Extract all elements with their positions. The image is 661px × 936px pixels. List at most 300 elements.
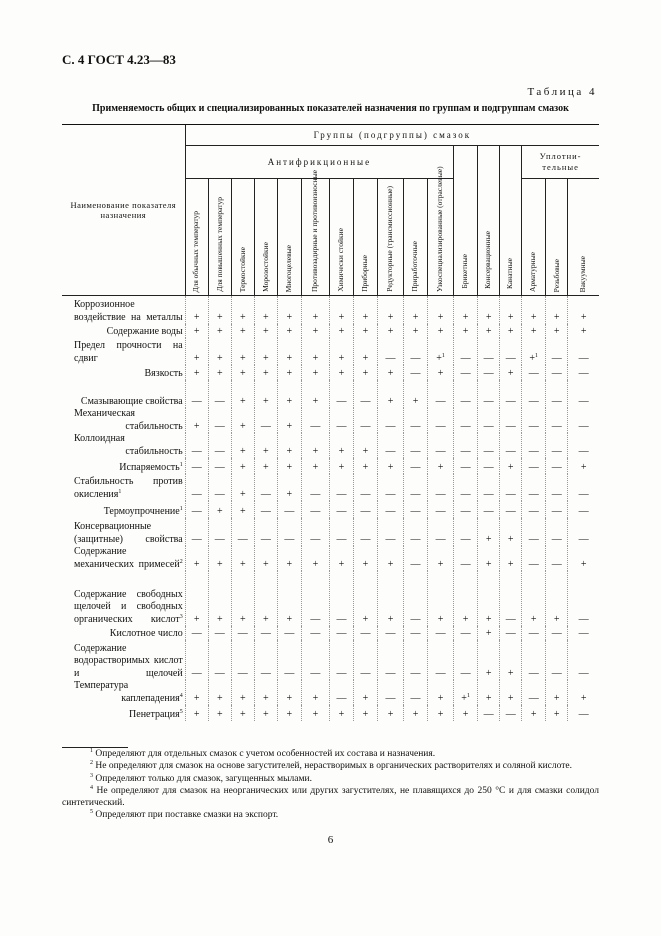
footnote: [62, 785, 599, 810]
footnote-mark: 3: [90, 772, 93, 779]
footnote-text: Определяют при поставке смазки на экспорт.: [95, 810, 279, 821]
table-cell: +: [428, 571, 454, 626]
table-cell: —: [454, 408, 478, 433]
table-cell: +: [353, 296, 377, 325]
table-cell: —: [568, 626, 599, 640]
table-cell: —: [568, 705, 599, 721]
table-cell: +: [404, 380, 428, 408]
table-cell: —: [329, 474, 353, 501]
table-cell: —: [185, 626, 208, 640]
groups-header: Группы (подгруппы) смазок: [185, 125, 599, 146]
table-cell: —: [500, 501, 522, 518]
table-cell: —: [254, 640, 277, 680]
footnote-mark: 5: [90, 809, 93, 816]
table-cell: —: [568, 338, 599, 365]
table-cell: +: [254, 365, 277, 380]
footnote: [62, 760, 599, 772]
table-cell: +: [231, 705, 254, 721]
table-cell: —: [208, 518, 231, 546]
table-cell: +: [478, 680, 500, 705]
column-header-label: Приработочные: [410, 241, 420, 292]
table-cell: —: [329, 680, 353, 705]
column-header: [428, 166, 454, 296]
table-cell: —: [546, 365, 568, 380]
table-cell: —: [428, 433, 454, 458]
table-cell: +: [231, 296, 254, 325]
column-header-label: Для обычных температур: [191, 210, 201, 292]
table-cell: —: [454, 433, 478, 458]
table-cell: —: [231, 626, 254, 640]
table-cell: —: [454, 518, 478, 546]
table-cell: —: [478, 501, 500, 518]
table-cell: —: [428, 626, 454, 640]
table-cell: +: [500, 680, 522, 705]
table-cell: —: [500, 626, 522, 640]
table-cell: —: [568, 518, 599, 546]
table-cell: —: [478, 365, 500, 380]
table-cell: +: [353, 433, 377, 458]
table-cell: +: [377, 324, 403, 338]
footnote-text: Не определяют для смазок на основе загустителей, нерастворимых в органических растворителях и соляной кислоте.: [95, 761, 573, 772]
table-cell: —: [185, 501, 208, 518]
table-cell: +: [277, 408, 301, 433]
table-cell: +: [277, 474, 301, 501]
column-header: [208, 179, 231, 296]
table-cell: —: [478, 458, 500, 474]
table-cell: —: [500, 380, 522, 408]
table-cell: +: [428, 546, 454, 571]
table-cell: —: [208, 474, 231, 501]
table-cell: —: [500, 338, 522, 365]
table-row: [62, 571, 599, 626]
table-cell: +: [500, 365, 522, 380]
table-cell: —: [546, 626, 568, 640]
footnote-mark: 5: [179, 708, 183, 715]
table-cell: —: [522, 640, 546, 680]
table-cell: —: [546, 408, 568, 433]
table-cell: +: [428, 296, 454, 325]
table-cell: +: [231, 546, 254, 571]
table-cell: +: [277, 338, 301, 365]
table-cell: +: [231, 408, 254, 433]
table-cell: —: [301, 408, 329, 433]
table-cell: —: [185, 458, 208, 474]
table-cell: —: [454, 640, 478, 680]
table-cell: +: [377, 571, 403, 626]
table-cell: —: [546, 474, 568, 501]
table-cell: —: [329, 571, 353, 626]
column-header-label: Термостойкие: [237, 246, 247, 292]
table-cell: —: [522, 458, 546, 474]
row-label-text: Содержание водорастворимых кислот и щелочей: [74, 642, 183, 679]
row-label: [62, 338, 185, 365]
row-label: [62, 546, 185, 571]
column-header-label: Химически стойкие: [336, 228, 346, 292]
table-row: [62, 458, 599, 474]
table-cell: +: [301, 324, 329, 338]
table-cell: +: [546, 571, 568, 626]
table-cell: —: [478, 474, 500, 501]
column-header-label: Противозадирные и противоизносные: [310, 170, 320, 292]
table-cell: —: [277, 518, 301, 546]
row-label-text: Коррозионное воздействие на металлы: [74, 299, 183, 323]
table-cell: —: [478, 338, 500, 365]
table-cell: —: [500, 433, 522, 458]
table-cell: +: [546, 680, 568, 705]
table-cell: —: [546, 501, 568, 518]
table-cell: —: [404, 408, 428, 433]
row-label-text: Кислотное число: [109, 627, 183, 639]
table-cell: +: [353, 571, 377, 626]
row-label: [62, 474, 185, 501]
table-cell: +: [478, 626, 500, 640]
table-cell: —: [377, 626, 403, 640]
table-cell: +: [277, 433, 301, 458]
table-cell: —: [404, 338, 428, 365]
table-row: [62, 408, 599, 433]
table-row: [62, 474, 599, 501]
table-cell: +: [329, 705, 353, 721]
table-cell: +: [377, 546, 403, 571]
table-cell: —: [301, 518, 329, 546]
table-cell: +: [568, 324, 599, 338]
table-cell: +: [353, 546, 377, 571]
row-label-text: Предел прочности на сдвиг: [74, 340, 183, 364]
table-row: [62, 433, 599, 458]
table-cell: —: [522, 501, 546, 518]
table-cell: +: [478, 640, 500, 680]
table-cell: —: [208, 380, 231, 408]
row-label: [62, 380, 185, 408]
table-row: [62, 680, 599, 705]
table-cell: +: [208, 705, 231, 721]
table-number: Таблица 4: [527, 86, 597, 98]
row-label-text: Вязкость: [144, 367, 183, 379]
table-cell: +: [500, 640, 522, 680]
table-cell: —: [301, 501, 329, 518]
table-cell: —: [353, 518, 377, 546]
table-cell: —: [404, 680, 428, 705]
table-cell: +: [254, 680, 277, 705]
table-cell: —: [185, 474, 208, 501]
table-cell: —: [254, 518, 277, 546]
column-header-label: Многоцелевые: [284, 244, 294, 292]
table-cell: —: [404, 458, 428, 474]
column-header: [185, 179, 208, 296]
footnote: [62, 773, 599, 785]
table-cell: +: [478, 546, 500, 571]
table-cell: +: [353, 338, 377, 365]
table-cell: —: [329, 501, 353, 518]
row-label-text: Содержание воды: [106, 325, 183, 337]
table-cell: —: [353, 626, 377, 640]
table-cell: —: [254, 474, 277, 501]
table-cell: +: [277, 705, 301, 721]
table-cell: +: [231, 571, 254, 626]
table-cell: +: [454, 296, 478, 325]
table-cell: +: [231, 380, 254, 408]
table-cell: +: [254, 380, 277, 408]
table-cell: —: [428, 501, 454, 518]
table-cell: +: [428, 705, 454, 721]
table-cell: —: [231, 640, 254, 680]
table-cell: +: [377, 296, 403, 325]
column-header-label: Для повышенных температур: [214, 197, 224, 292]
table-cell: —: [404, 626, 428, 640]
row-label: [62, 518, 185, 546]
table-cell: +: [231, 474, 254, 501]
table-cell: +: [185, 571, 208, 626]
row-label-text: Содержание свободных щелочей и свободных органических кислот: [74, 588, 183, 625]
table-cell: —: [546, 640, 568, 680]
table-cell: +: [568, 546, 599, 571]
table-cell: +: [428, 324, 454, 338]
table-cell: —: [185, 380, 208, 408]
table-cell: —: [277, 626, 301, 640]
table-cell: +: [277, 324, 301, 338]
table-cell: +: [208, 324, 231, 338]
table-cell: —: [428, 518, 454, 546]
row-label-text: Пенетрация: [129, 708, 180, 720]
table-cell: —: [301, 571, 329, 626]
row-label: [62, 296, 185, 325]
footnote-text: Определяют для отдельных смазок с учетом особенностей их состава и назначения.: [95, 749, 436, 759]
row-label: [62, 458, 185, 474]
column-header: [568, 179, 599, 296]
table-cell: —: [454, 474, 478, 501]
table-cell: —: [404, 546, 428, 571]
table-cell: +: [568, 296, 599, 325]
table-cell: —: [522, 546, 546, 571]
table-row: [62, 338, 599, 365]
table-cell: —: [254, 626, 277, 640]
column-header: [277, 179, 301, 296]
row-label: [62, 365, 185, 380]
table-cell: +: [185, 324, 208, 338]
table-cell: +: [377, 380, 403, 408]
footnote: [62, 748, 599, 760]
table-cell: —: [500, 474, 522, 501]
table-cell: +: [522, 705, 546, 721]
table-cell: +: [254, 705, 277, 721]
table-cell: +: [353, 705, 377, 721]
column-header: [377, 179, 403, 296]
column-header-label: Арматурные: [528, 252, 538, 292]
table-cell: +: [353, 365, 377, 380]
table-cell: —: [277, 501, 301, 518]
table-cell: +: [404, 324, 428, 338]
table-cell: —: [568, 474, 599, 501]
row-label: [62, 680, 185, 705]
table-cell: —: [454, 380, 478, 408]
table-cell: —: [185, 640, 208, 680]
footnote-mark: 3: [179, 613, 183, 620]
table-cell: +: [500, 518, 522, 546]
column-header-label: Канатные: [505, 257, 515, 289]
row-label-text: Содержание механических примесей: [74, 546, 180, 570]
table-cell: +: [277, 365, 301, 380]
table-cell: +: [377, 365, 403, 380]
table-cell: +: [546, 296, 568, 325]
footnote-mark: 1: [179, 505, 183, 512]
table-cell: +: [231, 338, 254, 365]
table-cell: +: [231, 324, 254, 338]
table-cell: —: [568, 640, 599, 680]
table-cell: +: [231, 365, 254, 380]
table-cell: +: [546, 324, 568, 338]
column-header: [301, 170, 329, 296]
table-cell: —: [454, 501, 478, 518]
table-cell: —: [208, 626, 231, 640]
table-cell: +: [404, 296, 428, 325]
table-cell: +: [277, 296, 301, 325]
footnotes: [62, 748, 599, 822]
table-cell: —: [404, 571, 428, 626]
table-cell: —: [404, 518, 428, 546]
column-header-label: Узкоспециализированные (отраслевые): [435, 166, 445, 292]
table-cell: +: [428, 680, 454, 705]
table-cell: —: [353, 408, 377, 433]
table-cell: —: [428, 380, 454, 408]
table-cell: +: [522, 296, 546, 325]
table-cell: +$^1$: [428, 338, 454, 365]
table-cell: —: [522, 380, 546, 408]
table-cell: +: [301, 458, 329, 474]
table-cell: +: [277, 546, 301, 571]
table-cell: +$^1$: [522, 338, 546, 365]
table-cell: +: [231, 501, 254, 518]
table-cell: +: [208, 296, 231, 325]
table-cell: —: [377, 474, 403, 501]
table-cell: +: [231, 433, 254, 458]
table-cell: —: [522, 518, 546, 546]
row-label-text: Испаряемость: [119, 461, 180, 473]
table-cell: —: [329, 518, 353, 546]
column-header: [254, 179, 277, 296]
table-cell: +: [254, 458, 277, 474]
column-header: [546, 179, 568, 296]
table-cell: +: [277, 680, 301, 705]
table-cell: +: [185, 338, 208, 365]
table-cell: —: [353, 380, 377, 408]
table-row: [62, 501, 599, 518]
footnote-mark: 2: [179, 558, 183, 565]
table-row: [62, 640, 599, 680]
table-cell: —: [353, 474, 377, 501]
table-cell: +: [478, 296, 500, 325]
column-header-label: Морозостойкие: [260, 242, 270, 292]
table-cell: —: [377, 640, 403, 680]
table-cell: —: [546, 433, 568, 458]
table-cell: —: [404, 365, 428, 380]
table-cell: +: [377, 458, 403, 474]
table-cell: +: [301, 680, 329, 705]
table-cell: —: [329, 408, 353, 433]
table-cell: +: [254, 296, 277, 325]
table-cell: +: [301, 546, 329, 571]
table-cell: —: [428, 474, 454, 501]
table-cell: —: [500, 571, 522, 626]
table-cell: —: [546, 338, 568, 365]
table-cell: —: [454, 458, 478, 474]
table-cell: —: [231, 518, 254, 546]
table-cell: +: [329, 433, 353, 458]
table-cell: —: [568, 433, 599, 458]
table-cell: —: [454, 338, 478, 365]
column-header-label: Редукторные (трансмиссионные): [385, 186, 395, 292]
table-cell: —: [522, 474, 546, 501]
table-cell: +: [301, 365, 329, 380]
table-cell: +: [301, 338, 329, 365]
table-cell: —: [208, 640, 231, 680]
table-cell: +: [185, 365, 208, 380]
table-cell: —: [208, 433, 231, 458]
table-cell: +: [522, 571, 546, 626]
table-cell: —: [546, 518, 568, 546]
table-cell: —: [185, 518, 208, 546]
table-cell: —: [404, 433, 428, 458]
table-cell: —: [546, 546, 568, 571]
table-cell: +: [353, 458, 377, 474]
table-row: [62, 705, 599, 721]
footnote-mark: 1: [90, 748, 93, 754]
table-cell: —: [301, 474, 329, 501]
table-cell: +: [254, 571, 277, 626]
table-cell: +: [329, 365, 353, 380]
table-cell: +: [568, 458, 599, 474]
table-cell: +: [185, 296, 208, 325]
table-cell: +: [301, 433, 329, 458]
table-cell: +: [231, 680, 254, 705]
table-cell: —: [522, 365, 546, 380]
row-label: [62, 705, 185, 721]
table-cell: —: [546, 458, 568, 474]
table-cell: +: [500, 546, 522, 571]
table-caption: Применяемость общих и специализированных показателей назначения по группам и подгруппам смазок: [92, 103, 569, 114]
table-cell: —: [522, 680, 546, 705]
sealing-header: Уплотни-тельные: [522, 146, 599, 179]
table-cell: —: [478, 408, 500, 433]
table-cell: —: [208, 408, 231, 433]
row-label: [62, 324, 185, 338]
table-cell: —: [546, 380, 568, 408]
table-cell: —: [329, 626, 353, 640]
footnote-text: Не определяют для смазок на неорганических или других загустителях, не плавящихся до 250 °С и для смазки солидол синтетический.: [62, 785, 600, 809]
table-cell: +: [329, 324, 353, 338]
table-cell: +: [185, 680, 208, 705]
table-cell: +: [377, 705, 403, 721]
table-cell: +: [185, 408, 208, 433]
table-cell: +: [454, 324, 478, 338]
table-cell: +: [254, 433, 277, 458]
table-cell: +: [329, 458, 353, 474]
column-header: [404, 179, 428, 296]
table-cell: +: [353, 680, 377, 705]
row-label-text: Термоупрочнение: [103, 505, 180, 517]
column-header-label: Вакуумные: [578, 255, 588, 292]
table-cell: +: [208, 501, 231, 518]
table-cell: —: [478, 433, 500, 458]
table-cell: —: [522, 433, 546, 458]
table-cell: —: [353, 640, 377, 680]
table-cell: —: [377, 338, 403, 365]
table-cell: +: [500, 324, 522, 338]
table-cell: +: [254, 324, 277, 338]
table-cell: —: [377, 518, 403, 546]
table-row: [62, 324, 599, 338]
table-cell: —: [568, 408, 599, 433]
column-header: [329, 179, 353, 296]
